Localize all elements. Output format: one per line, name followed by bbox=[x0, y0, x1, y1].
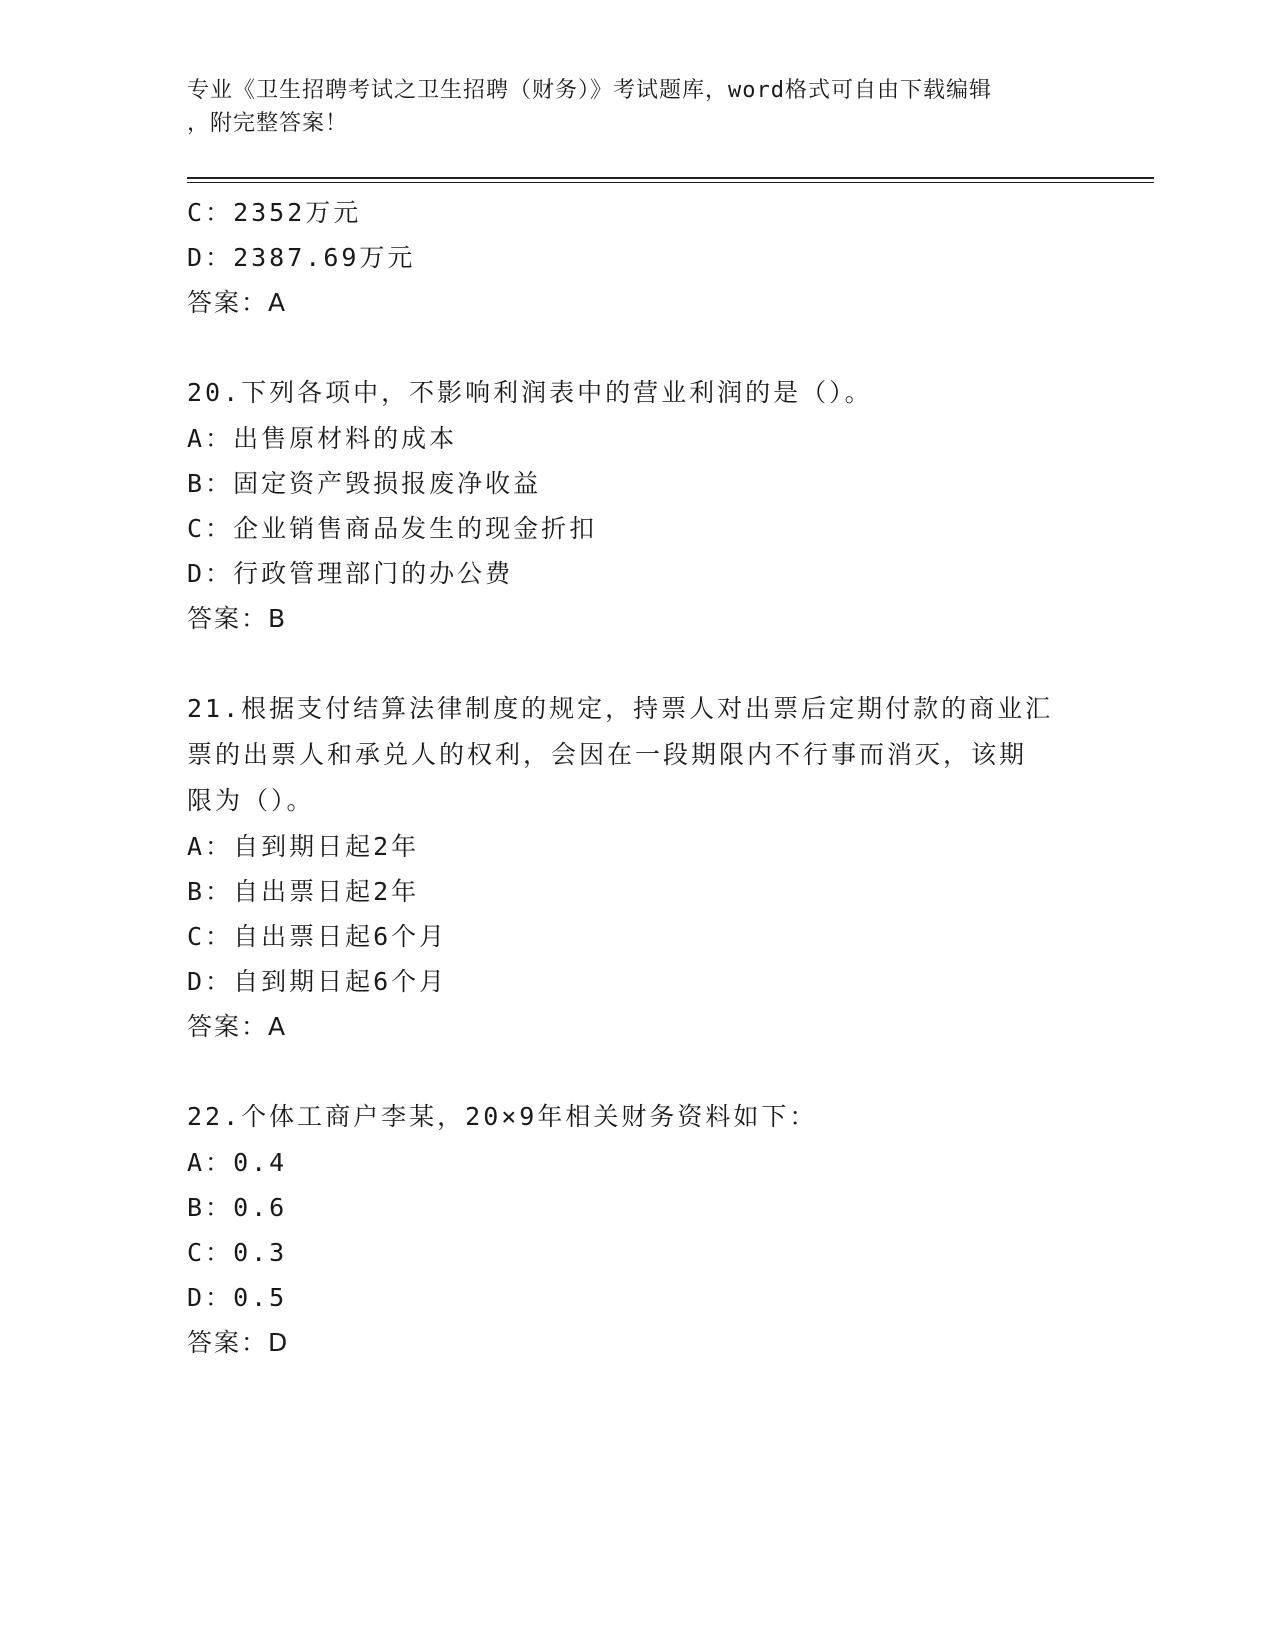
question-20 bbox=[187, 370, 1087, 641]
option-c bbox=[187, 190, 1087, 235]
option-b bbox=[187, 869, 1087, 914]
answer: 答案：A bbox=[187, 288, 288, 317]
option-label: A： bbox=[187, 424, 234, 453]
question-stem: 票的出票人和承兑人的权利，会因在一段期限内不行事而消灭，该期 bbox=[187, 740, 1028, 769]
spacer bbox=[187, 641, 1087, 686]
option-text: 2387.69万元 bbox=[233, 243, 416, 272]
answer: 答案：D bbox=[187, 1328, 290, 1357]
option-label: D： bbox=[187, 1283, 234, 1312]
option-label: B： bbox=[187, 469, 234, 498]
answer: 答案：A bbox=[187, 1012, 288, 1041]
option-label: C： bbox=[187, 514, 234, 543]
spacer bbox=[187, 1049, 1087, 1094]
option-text: 自出票日起2年 bbox=[233, 877, 420, 906]
option-b bbox=[187, 1185, 1087, 1230]
option-text: 出售原材料的成本 bbox=[233, 424, 458, 453]
option-label: B： bbox=[187, 877, 234, 906]
question-22 bbox=[187, 1094, 1087, 1365]
option-label: C： bbox=[187, 1238, 234, 1267]
option-a bbox=[187, 824, 1087, 869]
option-text: 行政管理部门的办公费 bbox=[233, 559, 514, 588]
option-d bbox=[187, 1275, 1087, 1320]
option-b bbox=[187, 461, 1087, 506]
option-d bbox=[187, 235, 1087, 280]
question-stem: 21.根据支付结算法律制度的规定，持票人对出票后定期付款的商业汇 bbox=[187, 694, 1054, 723]
option-d bbox=[187, 551, 1087, 596]
option-c bbox=[187, 1230, 1087, 1275]
option-text: 自到期日起2年 bbox=[233, 832, 420, 861]
question-stem: 20.下列各项中，不影响利润表中的营业利润的是（）。 bbox=[187, 378, 873, 407]
option-label: A： bbox=[187, 832, 234, 861]
option-a bbox=[187, 416, 1087, 461]
question-21 bbox=[187, 686, 1087, 1049]
option-label: A： bbox=[187, 1148, 234, 1177]
option-text: 0.6 bbox=[233, 1193, 288, 1222]
option-label: D： bbox=[187, 243, 234, 272]
question-stem: 22.个体工商户李某，20×9年相关财务资料如下： bbox=[187, 1102, 818, 1131]
option-text: 0.5 bbox=[233, 1283, 288, 1312]
option-text: 0.4 bbox=[233, 1148, 288, 1177]
option-c bbox=[187, 506, 1087, 551]
option-label: D： bbox=[187, 967, 234, 996]
option-label: D： bbox=[187, 559, 234, 588]
option-text: 2352万元 bbox=[233, 198, 362, 227]
spacer bbox=[187, 325, 1087, 370]
option-c bbox=[187, 914, 1087, 959]
document-header bbox=[187, 74, 1067, 140]
option-label: C： bbox=[187, 922, 234, 951]
document-body bbox=[187, 190, 1087, 1365]
question-stem: 限为（）。 bbox=[187, 786, 315, 815]
option-label: B： bbox=[187, 1193, 234, 1222]
header-line-1: 专业《卫生招聘考试之卫生招聘（财务）》考试题库，word格式可自由下载编辑 bbox=[187, 78, 992, 103]
option-text: 自出票日起6个月 bbox=[233, 922, 448, 951]
option-a bbox=[187, 1140, 1087, 1185]
header-line-2: ，附完整答案！ bbox=[187, 111, 349, 136]
answer: 答案：B bbox=[187, 604, 288, 633]
option-text: 固定资产毁损报废净收益 bbox=[233, 469, 542, 498]
header-divider bbox=[187, 177, 1154, 183]
option-text: 企业销售商品发生的现金折扣 bbox=[233, 514, 598, 543]
option-text: 自到期日起6个月 bbox=[233, 967, 448, 996]
question-19-tail bbox=[187, 190, 1087, 325]
option-text: 0.3 bbox=[233, 1238, 288, 1267]
option-d bbox=[187, 959, 1087, 1004]
option-label: C： bbox=[187, 198, 234, 227]
